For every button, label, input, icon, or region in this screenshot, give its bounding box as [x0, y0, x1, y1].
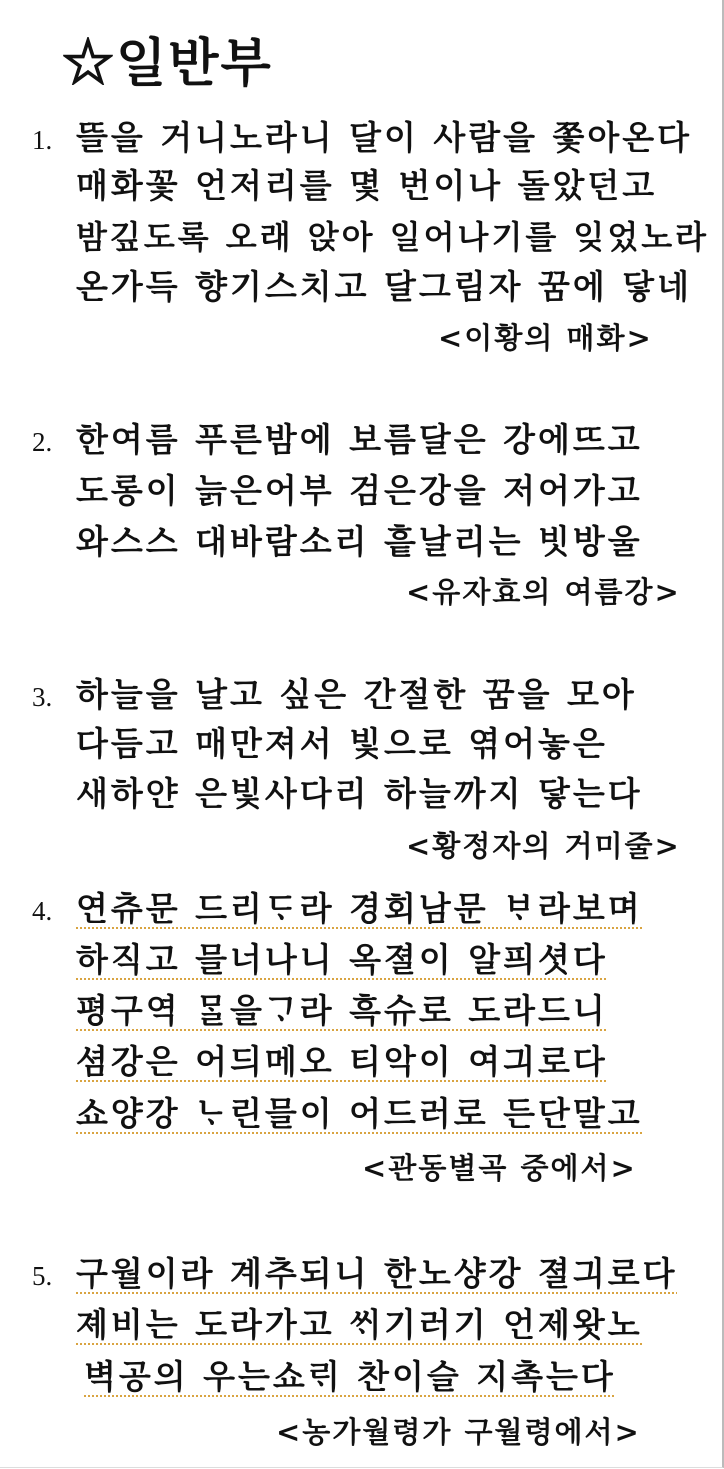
poem-source: <관동별곡 중에서> [362, 1151, 637, 1185]
poem-number: 2. [32, 427, 53, 457]
poem-number: 5. [32, 1261, 53, 1291]
poem-line: 벽공의 우는쇼ᄅᆡ 찬이슬 지촉는다 [84, 1357, 616, 1396]
poem-line: 연츄문 드리ᄃᆞ라 경회남문 ᄇᆞ라보며 [76, 889, 643, 928]
poem-number: 1. [32, 125, 53, 155]
poem-line: 셤강은 어듸메오 티악이 여긔로다 [76, 1042, 608, 1081]
poem-line: 와스스 대바람소리 흩날리는 빗방울 [76, 522, 643, 561]
poem-source: <이황의 매화> [438, 321, 653, 355]
poem-source: <유자효의 여름강> [406, 575, 681, 609]
poem-line: 밤깊도록 오래 앉아 일어나기를 잊었노라 [76, 218, 710, 256]
poem-line: 한여름 푸른밤에 보름달은 강에뜨고 [76, 420, 643, 459]
poem-number: 3. [32, 682, 53, 712]
poem-line: 뜰을 거니노라니 달이 사람을 쫓아온다 [76, 118, 693, 157]
poem-line: 하늘을 날고 싶은 간절한 꿈을 모아 [76, 675, 637, 714]
poem-source: <농가월령가 구월령에서> [276, 1415, 641, 1449]
poem-line: 온가득 향기스치고 달그림자 꿈에 닿네 [76, 267, 693, 306]
poem-number: 4. [32, 896, 53, 926]
poem-source: <황정자의 거미줄> [406, 829, 681, 863]
poem-line: 구월이라 계추되니 한노샹강 졀긔로다 [76, 1254, 678, 1293]
poem-line: 졔비는 도라가고 ᄊᆡ기러기 언제왓노 [76, 1305, 643, 1344]
poem-line: 새하얀 은빛사다리 하늘까지 닿는다 [76, 774, 643, 813]
poem-line: 쇼양강 ᄂᆞ린믈이 어드러로 든단말고 [76, 1094, 643, 1133]
poem-line: 도롱이 늙은어부 검은강을 저어가고 [76, 471, 643, 510]
page-title: ☆일반부 [62, 33, 273, 94]
poem-line: 하직고 믈너나니 옥졀이 알픠셧다 [76, 940, 608, 979]
poem-line: 다듬고 매만져서 빛으로 엮어놓은 [76, 724, 608, 763]
poem-line: 매화꽃 언저리를 몇 번이나 돌았던고 [76, 166, 658, 205]
poem-line: 평구역 ᄆᆞᆯ을ᄀᆞ라 흑슈로 도라드니 [76, 991, 608, 1030]
